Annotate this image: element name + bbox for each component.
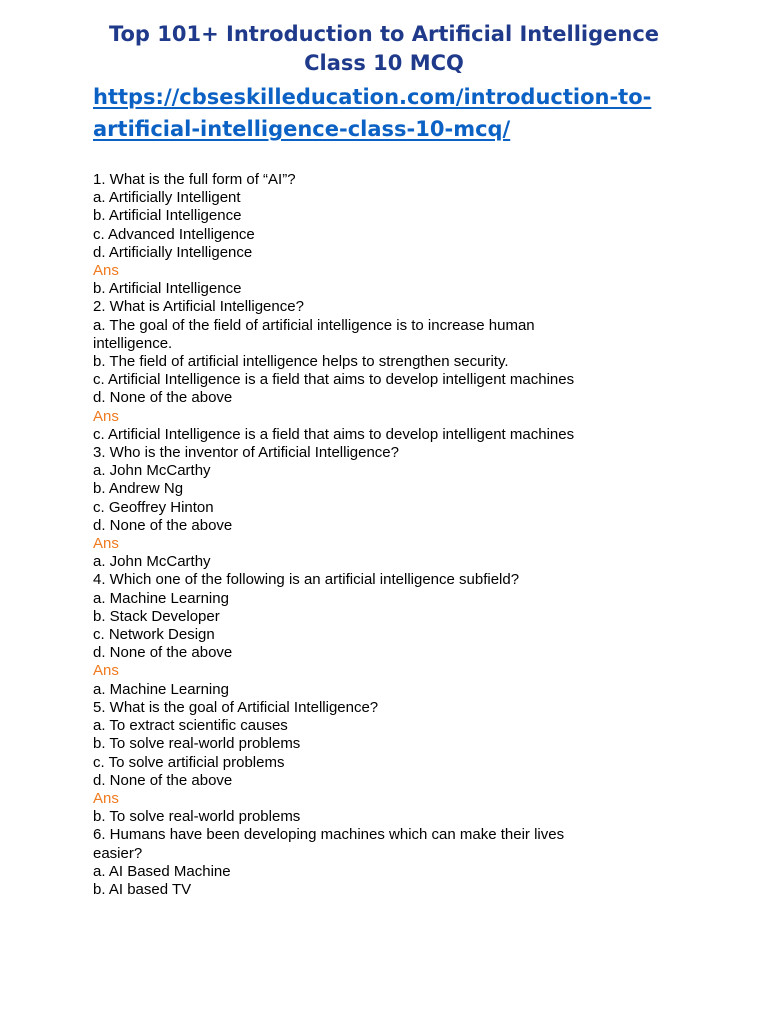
option-text: a. Artificially Intelligent [93,189,241,207]
option-text: a. John McCarthy [93,462,211,480]
option-text: a. Machine Learning [93,589,229,607]
option-text: b. AI based TV [93,880,192,898]
title-line-1: Top 101+ Introduction to Artificial Intelligence [108,22,660,46]
source-link-line-2[interactable]: artificial-intelligence-class-10-mcq/ [93,117,511,141]
option-text: c. Geoffrey Hinton [93,498,214,516]
option-text: d. None of the above [93,644,233,662]
question-text: 2. What is Artificial Intelligence? [93,298,304,316]
option-text: b. The field of artificial intelligence helps to strengthen security. [93,353,509,371]
answer-text: b. Artificial Intelligence [93,280,242,298]
question-text: 1. What is the full form of “AI”? [93,171,296,188]
option-text: a. The goal of the field of artificial intelligence is to increase human [93,316,535,334]
source-link[interactable] [93,81,733,145]
question-text: easier? [93,844,143,862]
question-text: 6. Humans have been developing machines which can make their lives [93,826,565,844]
answer-text: a. Machine Learning [93,680,229,698]
option-text: c. Network Design [93,626,215,644]
ans-label: Ans [93,789,119,807]
question-text: 4. Which one of the following is an artificial intelligence subfield? [93,571,520,589]
option-text: b. Andrew Ng [93,480,184,498]
option-text: b. Stack Developer [93,607,220,625]
ans-label: Ans [93,407,119,425]
option-text: d. None of the above [93,516,233,534]
answer-text: a. John McCarthy [93,553,211,571]
ans-label: Ans [93,662,119,680]
option-text: d. None of the above [93,771,233,789]
answer-text: b. To solve real-world problems [93,808,301,826]
option-text: a. To extract scientific causes [93,717,288,735]
option-text: b. Artificial Intelligence [93,207,242,225]
option-text: a. AI Based Machine [93,862,231,880]
ans-label: Ans [93,262,119,280]
option-text: intelligence. [93,334,173,352]
page-title [0,20,768,78]
option-text: b. To solve real-world problems [93,735,301,753]
question-text: 3. Who is the inventor of Artificial Intelligence? [93,444,399,462]
option-text: d. Artificially Intelligence [93,243,253,261]
source-link-line-1[interactable]: https://cbseskilleducation.com/introduction-to- [93,85,652,109]
title-line-2: Class 10 MCQ [304,51,464,75]
mcq-content [93,171,693,899]
option-text: c. Artificial Intelligence is a field that aims to develop intelligent machines [93,371,575,389]
option-text: d. None of the above [93,389,233,407]
option-text: c. Advanced Intelligence [93,225,255,243]
option-text: c. To solve artificial problems [93,753,285,771]
question-text: 5. What is the goal of Artificial Intelligence? [93,698,379,716]
answer-text: c. Artificial Intelligence is a field that aims to develop intelligent machines [93,425,575,443]
ans-label: Ans [93,535,119,553]
